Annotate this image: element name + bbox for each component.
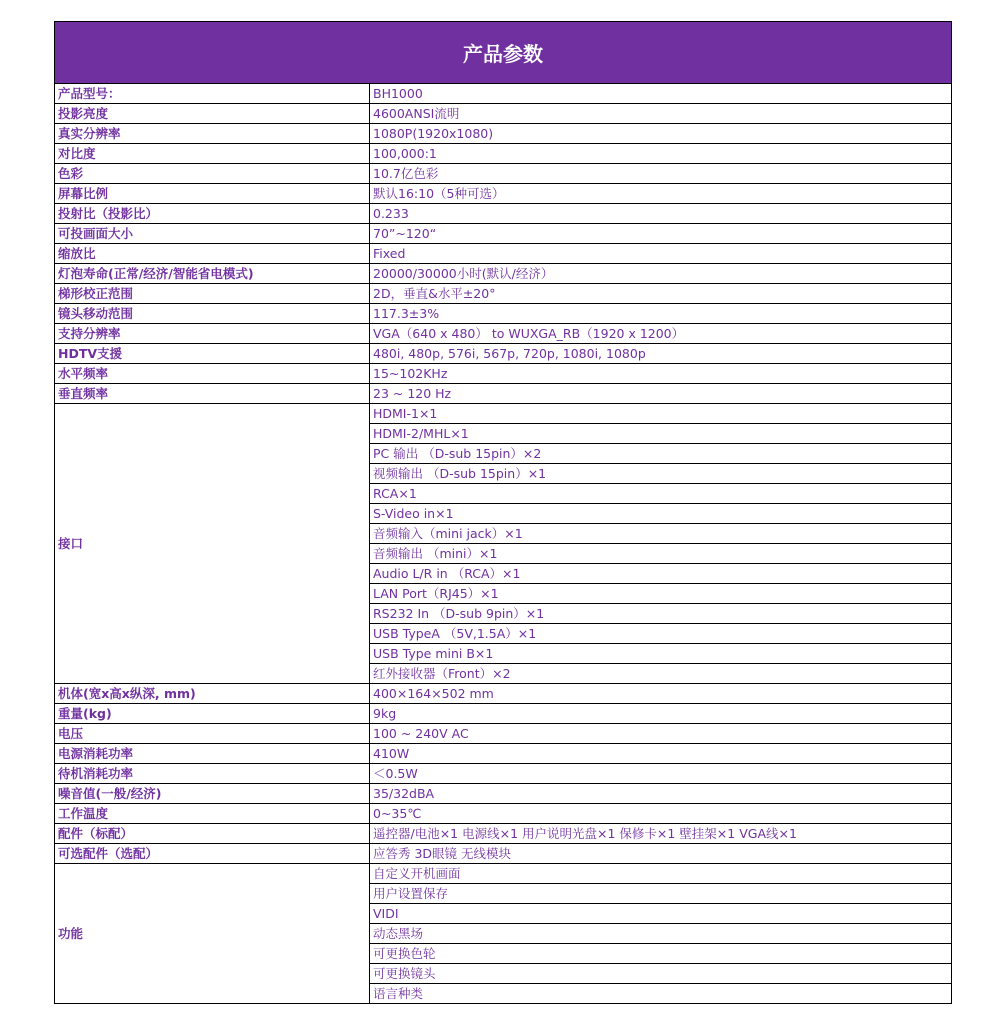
spec-value: 语言种类 — [370, 984, 952, 1004]
spec-label: 功能 — [55, 864, 370, 1004]
spec-row — [55, 784, 952, 804]
spec-value: 2D，垂直&水平±20° — [370, 284, 952, 304]
spec-value: 10.7亿色彩 — [370, 164, 952, 184]
spec-value: Audio L/R in （RCA）×1 — [370, 564, 952, 584]
spec-value: 0~35℃ — [370, 804, 952, 824]
spec-label: 可投画面大小 — [55, 224, 370, 244]
spec-row — [55, 864, 952, 884]
spec-label: 真实分辨率 — [55, 124, 370, 144]
spec-value: 可更换色轮 — [370, 944, 952, 964]
spec-value: 20000/30000小时(默认/经济） — [370, 264, 952, 284]
spec-label: 缩放比 — [55, 244, 370, 264]
spec-value: VIDI — [370, 904, 952, 924]
spec-row — [55, 184, 952, 204]
spec-value: 400×164×502 mm — [370, 684, 952, 704]
spec-row — [55, 224, 952, 244]
spec-row — [55, 324, 952, 344]
spec-value: 动态黑场 — [370, 924, 952, 944]
spec-row — [55, 204, 952, 224]
spec-value: RS232 In （D-sub 9pin）×1 — [370, 604, 952, 624]
spec-row — [55, 284, 952, 304]
spec-row — [55, 104, 952, 124]
spec-label: 投影亮度 — [55, 104, 370, 124]
spec-label: 水平频率 — [55, 364, 370, 384]
spec-label: 工作温度 — [55, 804, 370, 824]
spec-value: 自定义开机画面 — [370, 864, 952, 884]
spec-row — [55, 304, 952, 324]
spec-value: HDMI-2/MHL×1 — [370, 424, 952, 444]
spec-value: LAN Port（RJ45）×1 — [370, 584, 952, 604]
spec-label: 重量(kg) — [55, 704, 370, 724]
spec-row — [55, 144, 952, 164]
spec-value: BH1000 — [370, 84, 952, 104]
spec-value: 遥控器/电池×1 电源线×1 用户说明光盘×1 保修卡×1 壁挂架×1 VGA线×1 — [370, 824, 952, 844]
spec-value: 117.3±3% — [370, 304, 952, 324]
spec-value: 默认16:10（5种可选） — [370, 184, 952, 204]
spec-label: 灯泡寿命(正常/经济/智能省电模式) — [55, 264, 370, 284]
spec-label: 待机消耗功率 — [55, 764, 370, 784]
spec-row — [55, 404, 952, 424]
spec-value: 4600ANSI流明 — [370, 104, 952, 124]
spec-value: 9kg — [370, 704, 952, 724]
spec-label: 机体(宽x高x纵深, mm) — [55, 684, 370, 704]
spec-label: 色彩 — [55, 164, 370, 184]
spec-value: PC 输出 （D-sub 15pin）×2 — [370, 444, 952, 464]
spec-value: 视频输出 （D-sub 15pin）×1 — [370, 464, 952, 484]
spec-label: 镜头移动范围 — [55, 304, 370, 324]
spec-label: 屏幕比例 — [55, 184, 370, 204]
spec-row — [55, 344, 952, 364]
spec-value: 23 ~ 120 Hz — [370, 384, 952, 404]
spec-label: 支持分辨率 — [55, 324, 370, 344]
spec-value: 15~102KHz — [370, 364, 952, 384]
spec-value: 应答秀 3D眼镜 无线模块 — [370, 844, 952, 864]
spec-row — [55, 124, 952, 144]
spec-value: VGA（640 x 480） to WUXGA_RB（1920 x 1200） — [370, 324, 952, 344]
spec-value: 100 ~ 240V AC — [370, 724, 952, 744]
spec-label: 接口 — [55, 404, 370, 684]
spec-value: 410W — [370, 744, 952, 764]
spec-row — [55, 84, 952, 104]
spec-label: 可选配件（选配） — [55, 844, 370, 864]
spec-value: 70”~120“ — [370, 224, 952, 244]
page-title: 产品参数 — [55, 22, 952, 84]
spec-value: 用户设置保存 — [370, 884, 952, 904]
spec-value: ＜0.5W — [370, 764, 952, 784]
spec-label: 对比度 — [55, 144, 370, 164]
spec-table — [54, 21, 952, 1004]
spec-row — [55, 384, 952, 404]
spec-row — [55, 744, 952, 764]
spec-row — [55, 824, 952, 844]
title-row — [55, 22, 952, 84]
spec-label: 梯形校正范围 — [55, 284, 370, 304]
spec-value: RCA×1 — [370, 484, 952, 504]
spec-label: 电压 — [55, 724, 370, 744]
spec-label: 投射比（投影比） — [55, 204, 370, 224]
spec-body — [55, 84, 952, 1004]
spec-row — [55, 264, 952, 284]
spec-row — [55, 844, 952, 864]
spec-value: 480i, 480p, 576i, 567p, 720p, 1080i, 1080p — [370, 344, 952, 364]
spec-row — [55, 764, 952, 784]
spec-value: S-Video in×1 — [370, 504, 952, 524]
spec-label: 配件（标配） — [55, 824, 370, 844]
spec-row — [55, 804, 952, 824]
spec-row — [55, 684, 952, 704]
spec-value: 0.233 — [370, 204, 952, 224]
spec-value: 红外接收器（Front）×2 — [370, 664, 952, 684]
spec-value: 35/32dBA — [370, 784, 952, 804]
spec-row — [55, 724, 952, 744]
spec-value: HDMI-1×1 — [370, 404, 952, 424]
spec-label: 产品型号： — [55, 84, 370, 104]
spec-row — [55, 364, 952, 384]
spec-row — [55, 164, 952, 184]
spec-value: Fixed — [370, 244, 952, 264]
spec-label: 噪音值(一般/经济) — [55, 784, 370, 804]
spec-table-container — [54, 21, 951, 1004]
spec-value: USB TypeA （5V,1.5A）×1 — [370, 624, 952, 644]
spec-value: 100,000:1 — [370, 144, 952, 164]
spec-row — [55, 704, 952, 724]
spec-row — [55, 244, 952, 264]
spec-value: 可更换镜头 — [370, 964, 952, 984]
spec-value: USB Type mini B×1 — [370, 644, 952, 664]
spec-label: HDTV支援 — [55, 344, 370, 364]
spec-label: 电源消耗功率 — [55, 744, 370, 764]
spec-label: 垂直频率 — [55, 384, 370, 404]
spec-value: 音频输入（mini jack）×1 — [370, 524, 952, 544]
spec-value: 音频输出 （mini）×1 — [370, 544, 952, 564]
spec-value: 1080P(1920x1080) — [370, 124, 952, 144]
